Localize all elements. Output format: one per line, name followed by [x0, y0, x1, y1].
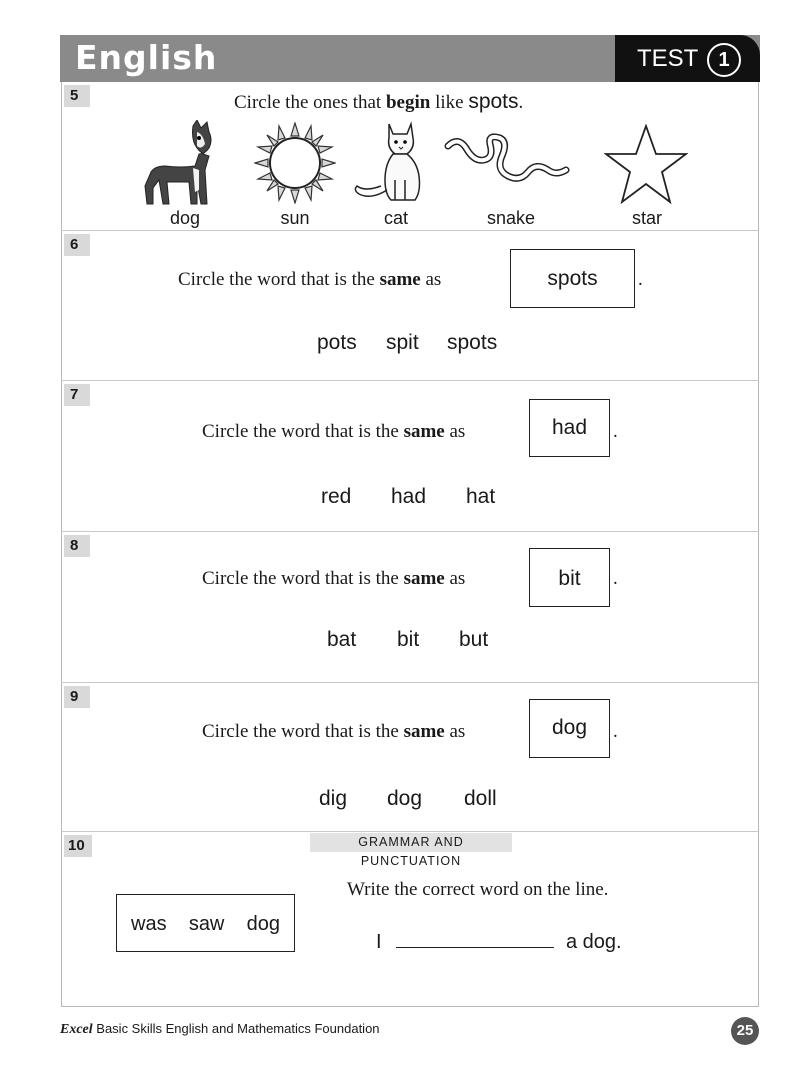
category-tag: GRAMMAR AND PUNCTUATION	[310, 833, 512, 852]
word-option[interactable]: doll	[464, 787, 497, 810]
picture-label: dog	[169, 208, 201, 228]
punctuation: .	[638, 269, 643, 290]
question-number: 10	[64, 835, 92, 857]
picture-label: cat	[383, 208, 408, 228]
test-number: 1	[707, 43, 741, 77]
word-bank-item: was	[131, 913, 167, 935]
word-option[interactable]: dog	[387, 787, 423, 810]
answer-line[interactable]	[396, 946, 554, 948]
question-7	[61, 381, 759, 532]
word-option[interactable]: bat	[327, 628, 357, 651]
word-bank-item: saw	[188, 913, 225, 935]
word-option[interactable]: spit	[386, 331, 419, 354]
cat-icon	[351, 120, 431, 204]
question-instruction: Circle the word that is the same as	[202, 721, 466, 742]
book-title: Basic Skills English and Mathematics Foundation	[96, 1021, 380, 1036]
sun-icon	[254, 122, 336, 204]
word-option[interactable]: spots	[447, 331, 498, 354]
word-option[interactable]: hat	[466, 485, 496, 508]
punctuation: .	[613, 721, 618, 742]
question-9	[61, 683, 759, 832]
subject-title: English	[75, 38, 218, 77]
footer-text	[60, 1021, 380, 1038]
question-number: 6	[64, 234, 90, 256]
target-word-box: dog	[529, 699, 610, 758]
page-number: 25	[731, 1017, 759, 1045]
sentence-start: I	[376, 931, 382, 953]
brand-logo: Excel	[60, 1022, 93, 1037]
sentence-end: a dog.	[566, 931, 622, 953]
question-8	[61, 532, 759, 683]
question-instruction: Circle the word that is the same as	[178, 269, 442, 290]
word-option[interactable]: but	[459, 628, 489, 651]
question-5	[61, 82, 759, 231]
target-word-box: spots	[510, 249, 635, 308]
target-word-box: had	[529, 399, 610, 457]
test-label: TEST	[637, 45, 699, 72]
punctuation: .	[613, 568, 618, 589]
question-number: 7	[64, 384, 90, 406]
picture-label: star	[631, 208, 662, 228]
snake-icon	[444, 132, 574, 192]
dog-icon	[141, 120, 221, 206]
question-instruction: Circle the word that is the same as	[202, 568, 466, 589]
question-number: 8	[64, 535, 90, 557]
question-6	[61, 231, 759, 381]
word-option[interactable]: had	[391, 485, 427, 508]
question-number: 5	[64, 85, 90, 107]
question-instruction: Circle the word that is the same as	[202, 421, 466, 442]
test-tab	[615, 35, 760, 82]
picture-label: snake	[486, 208, 536, 228]
punctuation: .	[613, 421, 618, 442]
word-option[interactable]: dig	[319, 787, 348, 810]
target-word-box: bit	[529, 548, 610, 607]
star-icon	[604, 124, 688, 204]
word-bank-item: dog	[246, 913, 280, 935]
word-bank-box	[116, 894, 295, 952]
picture-label: sun	[280, 208, 310, 228]
word-option[interactable]: pots	[317, 331, 357, 354]
question-instruction: Write the correct word on the line.	[347, 879, 609, 900]
question-number: 9	[64, 686, 90, 708]
word-option[interactable]: bit	[397, 628, 420, 651]
word-option[interactable]: red	[321, 485, 352, 508]
question-instruction: Circle the ones that begin like spots.	[234, 90, 524, 113]
